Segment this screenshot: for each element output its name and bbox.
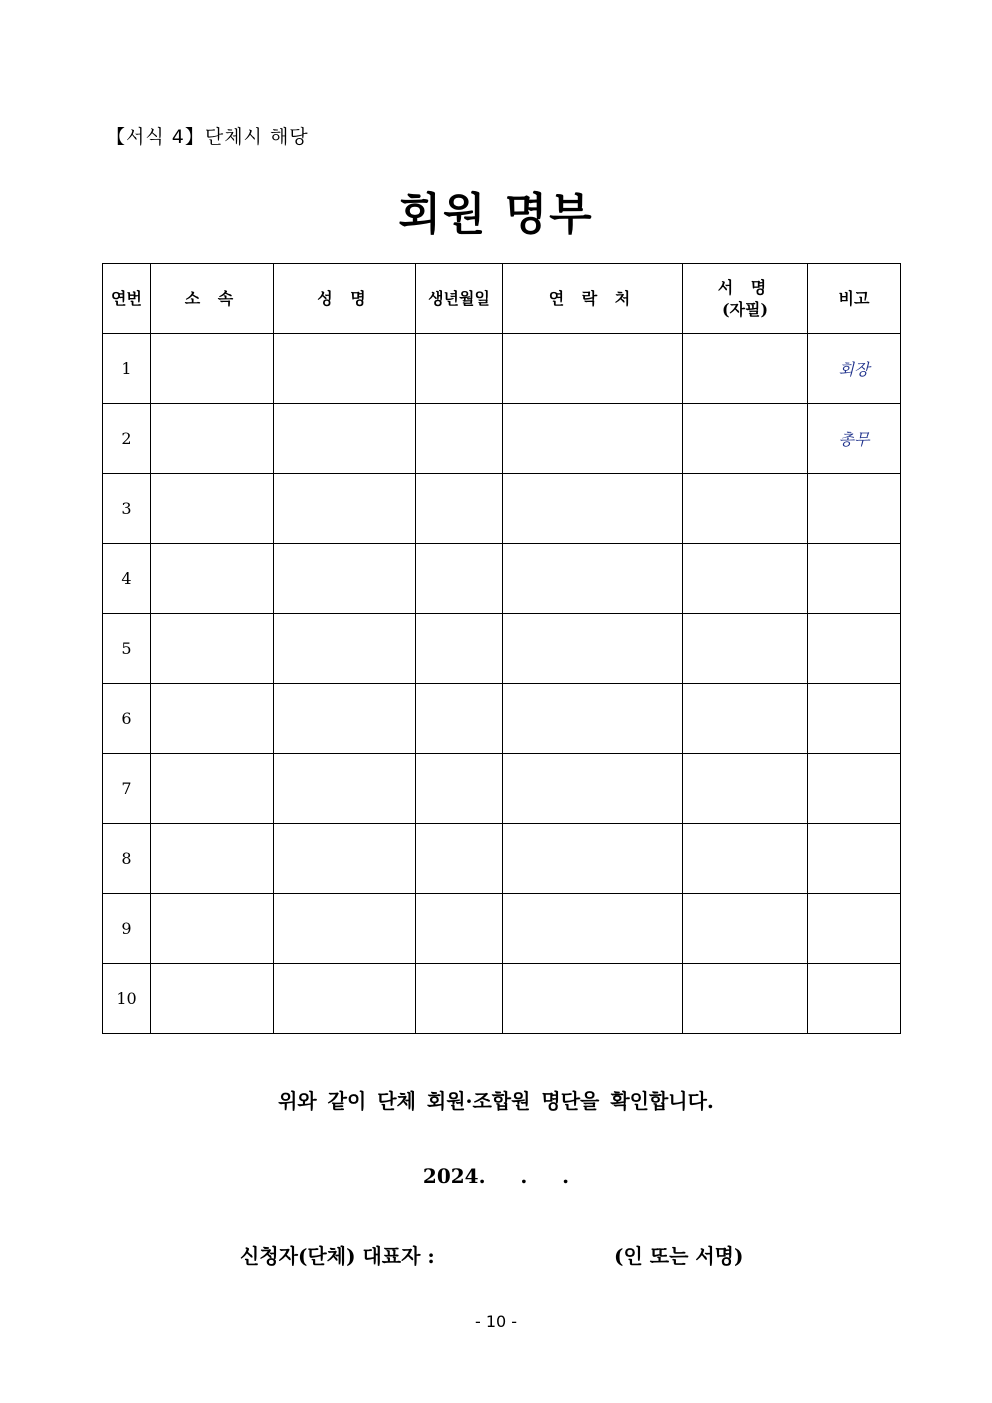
row-number: 10 xyxy=(103,964,151,1034)
signature-cell[interactable] xyxy=(683,474,808,544)
birth-date-cell[interactable] xyxy=(416,894,503,964)
contact-cell[interactable] xyxy=(503,474,683,544)
signature-cell[interactable] xyxy=(683,404,808,474)
name-cell[interactable] xyxy=(274,964,416,1034)
contact-cell[interactable] xyxy=(503,754,683,824)
table-row xyxy=(103,824,901,894)
affiliation-cell[interactable] xyxy=(151,614,274,684)
birth-date-cell[interactable] xyxy=(416,684,503,754)
signature-cell[interactable] xyxy=(683,824,808,894)
signature-cell[interactable] xyxy=(683,894,808,964)
table-row xyxy=(103,334,901,404)
contact-cell[interactable] xyxy=(503,824,683,894)
name-cell[interactable] xyxy=(274,404,416,474)
form-label: 【서식 4】단체시 해당 xyxy=(106,126,309,148)
header-signature-line2: (자필) xyxy=(721,299,769,319)
birth-date-cell[interactable] xyxy=(416,334,503,404)
row-number: 7 xyxy=(103,754,151,824)
name-cell[interactable] xyxy=(274,614,416,684)
note-cell[interactable] xyxy=(808,614,901,684)
page-title: 회원 명부 xyxy=(398,189,594,240)
birth-date-cell[interactable] xyxy=(416,614,503,684)
contact-cell[interactable] xyxy=(503,334,683,404)
affiliation-cell[interactable] xyxy=(151,964,274,1034)
contact-cell[interactable] xyxy=(503,684,683,754)
table-row xyxy=(103,404,901,474)
table-row xyxy=(103,614,901,684)
page-number: - 10 - xyxy=(474,1312,518,1331)
affiliation-cell[interactable] xyxy=(151,474,274,544)
row-number: 1 xyxy=(103,334,151,404)
contact-cell[interactable] xyxy=(503,404,683,474)
table-row xyxy=(103,474,901,544)
note-cell[interactable] xyxy=(808,754,901,824)
header-signature-line1: 서 명 xyxy=(717,277,773,297)
row-number: 8 xyxy=(103,824,151,894)
birth-date-cell[interactable] xyxy=(416,544,503,614)
row-number: 5 xyxy=(103,614,151,684)
header-birth-date: 생년월일 xyxy=(416,264,503,334)
note-cell[interactable] xyxy=(808,544,901,614)
note-cell[interactable] xyxy=(808,684,901,754)
note-cell[interactable] xyxy=(808,824,901,894)
name-cell[interactable] xyxy=(274,684,416,754)
note-cell[interactable]: 총무 xyxy=(808,404,901,474)
affiliation-cell[interactable] xyxy=(151,544,274,614)
date-line[interactable]: 2024. . . xyxy=(422,1164,570,1188)
note-cell[interactable] xyxy=(808,894,901,964)
member-roster-table xyxy=(102,263,901,1034)
contact-cell[interactable] xyxy=(503,614,683,684)
birth-date-cell[interactable] xyxy=(416,474,503,544)
birth-date-cell[interactable] xyxy=(416,824,503,894)
note-cell[interactable] xyxy=(808,474,901,544)
signature-cell[interactable] xyxy=(683,334,808,404)
signature-cell[interactable] xyxy=(683,614,808,684)
signature-cell[interactable] xyxy=(683,964,808,1034)
header-name: 성 명 xyxy=(274,264,416,334)
signature-cell[interactable] xyxy=(683,754,808,824)
birth-date-cell[interactable] xyxy=(416,754,503,824)
birth-date-cell[interactable] xyxy=(416,964,503,1034)
table-header-row xyxy=(103,264,901,334)
contact-cell[interactable] xyxy=(503,964,683,1034)
name-cell[interactable] xyxy=(274,474,416,544)
note-cell[interactable]: 회장 xyxy=(808,334,901,404)
row-number: 4 xyxy=(103,544,151,614)
table-row xyxy=(103,964,901,1034)
header-no: 연번 xyxy=(103,264,151,334)
signature-cell[interactable] xyxy=(683,684,808,754)
affiliation-cell[interactable] xyxy=(151,824,274,894)
name-cell[interactable] xyxy=(274,544,416,614)
row-number: 9 xyxy=(103,894,151,964)
row-number: 3 xyxy=(103,474,151,544)
name-cell[interactable] xyxy=(274,754,416,824)
name-cell[interactable] xyxy=(274,894,416,964)
name-cell[interactable] xyxy=(274,334,416,404)
row-number: 6 xyxy=(103,684,151,754)
header-note: 비고 xyxy=(808,264,901,334)
birth-date-cell[interactable] xyxy=(416,404,503,474)
signature-cell[interactable] xyxy=(683,544,808,614)
affiliation-cell[interactable] xyxy=(151,754,274,824)
table-row xyxy=(103,894,901,964)
table-row xyxy=(103,544,901,614)
confirmation-statement: 위와 같이 단체 회원·조합원 명단을 확인합니다. xyxy=(278,1089,714,1113)
contact-cell[interactable] xyxy=(503,544,683,614)
row-number: 2 xyxy=(103,404,151,474)
affiliation-cell[interactable] xyxy=(151,334,274,404)
table-row xyxy=(103,684,901,754)
name-cell[interactable] xyxy=(274,824,416,894)
table-row xyxy=(103,754,901,824)
affiliation-cell[interactable] xyxy=(151,404,274,474)
affiliation-cell[interactable] xyxy=(151,684,274,754)
header-affiliation: 소 속 xyxy=(151,264,274,334)
applicant-representative-label: 신청자(단체) 대표자 : xyxy=(240,1244,435,1268)
seal-or-signature-label[interactable]: (인 또는 서명) xyxy=(614,1244,744,1268)
affiliation-cell[interactable] xyxy=(151,894,274,964)
header-signature xyxy=(683,264,808,334)
contact-cell[interactable] xyxy=(503,894,683,964)
header-contact: 연 락 처 xyxy=(503,264,683,334)
note-cell[interactable] xyxy=(808,964,901,1034)
